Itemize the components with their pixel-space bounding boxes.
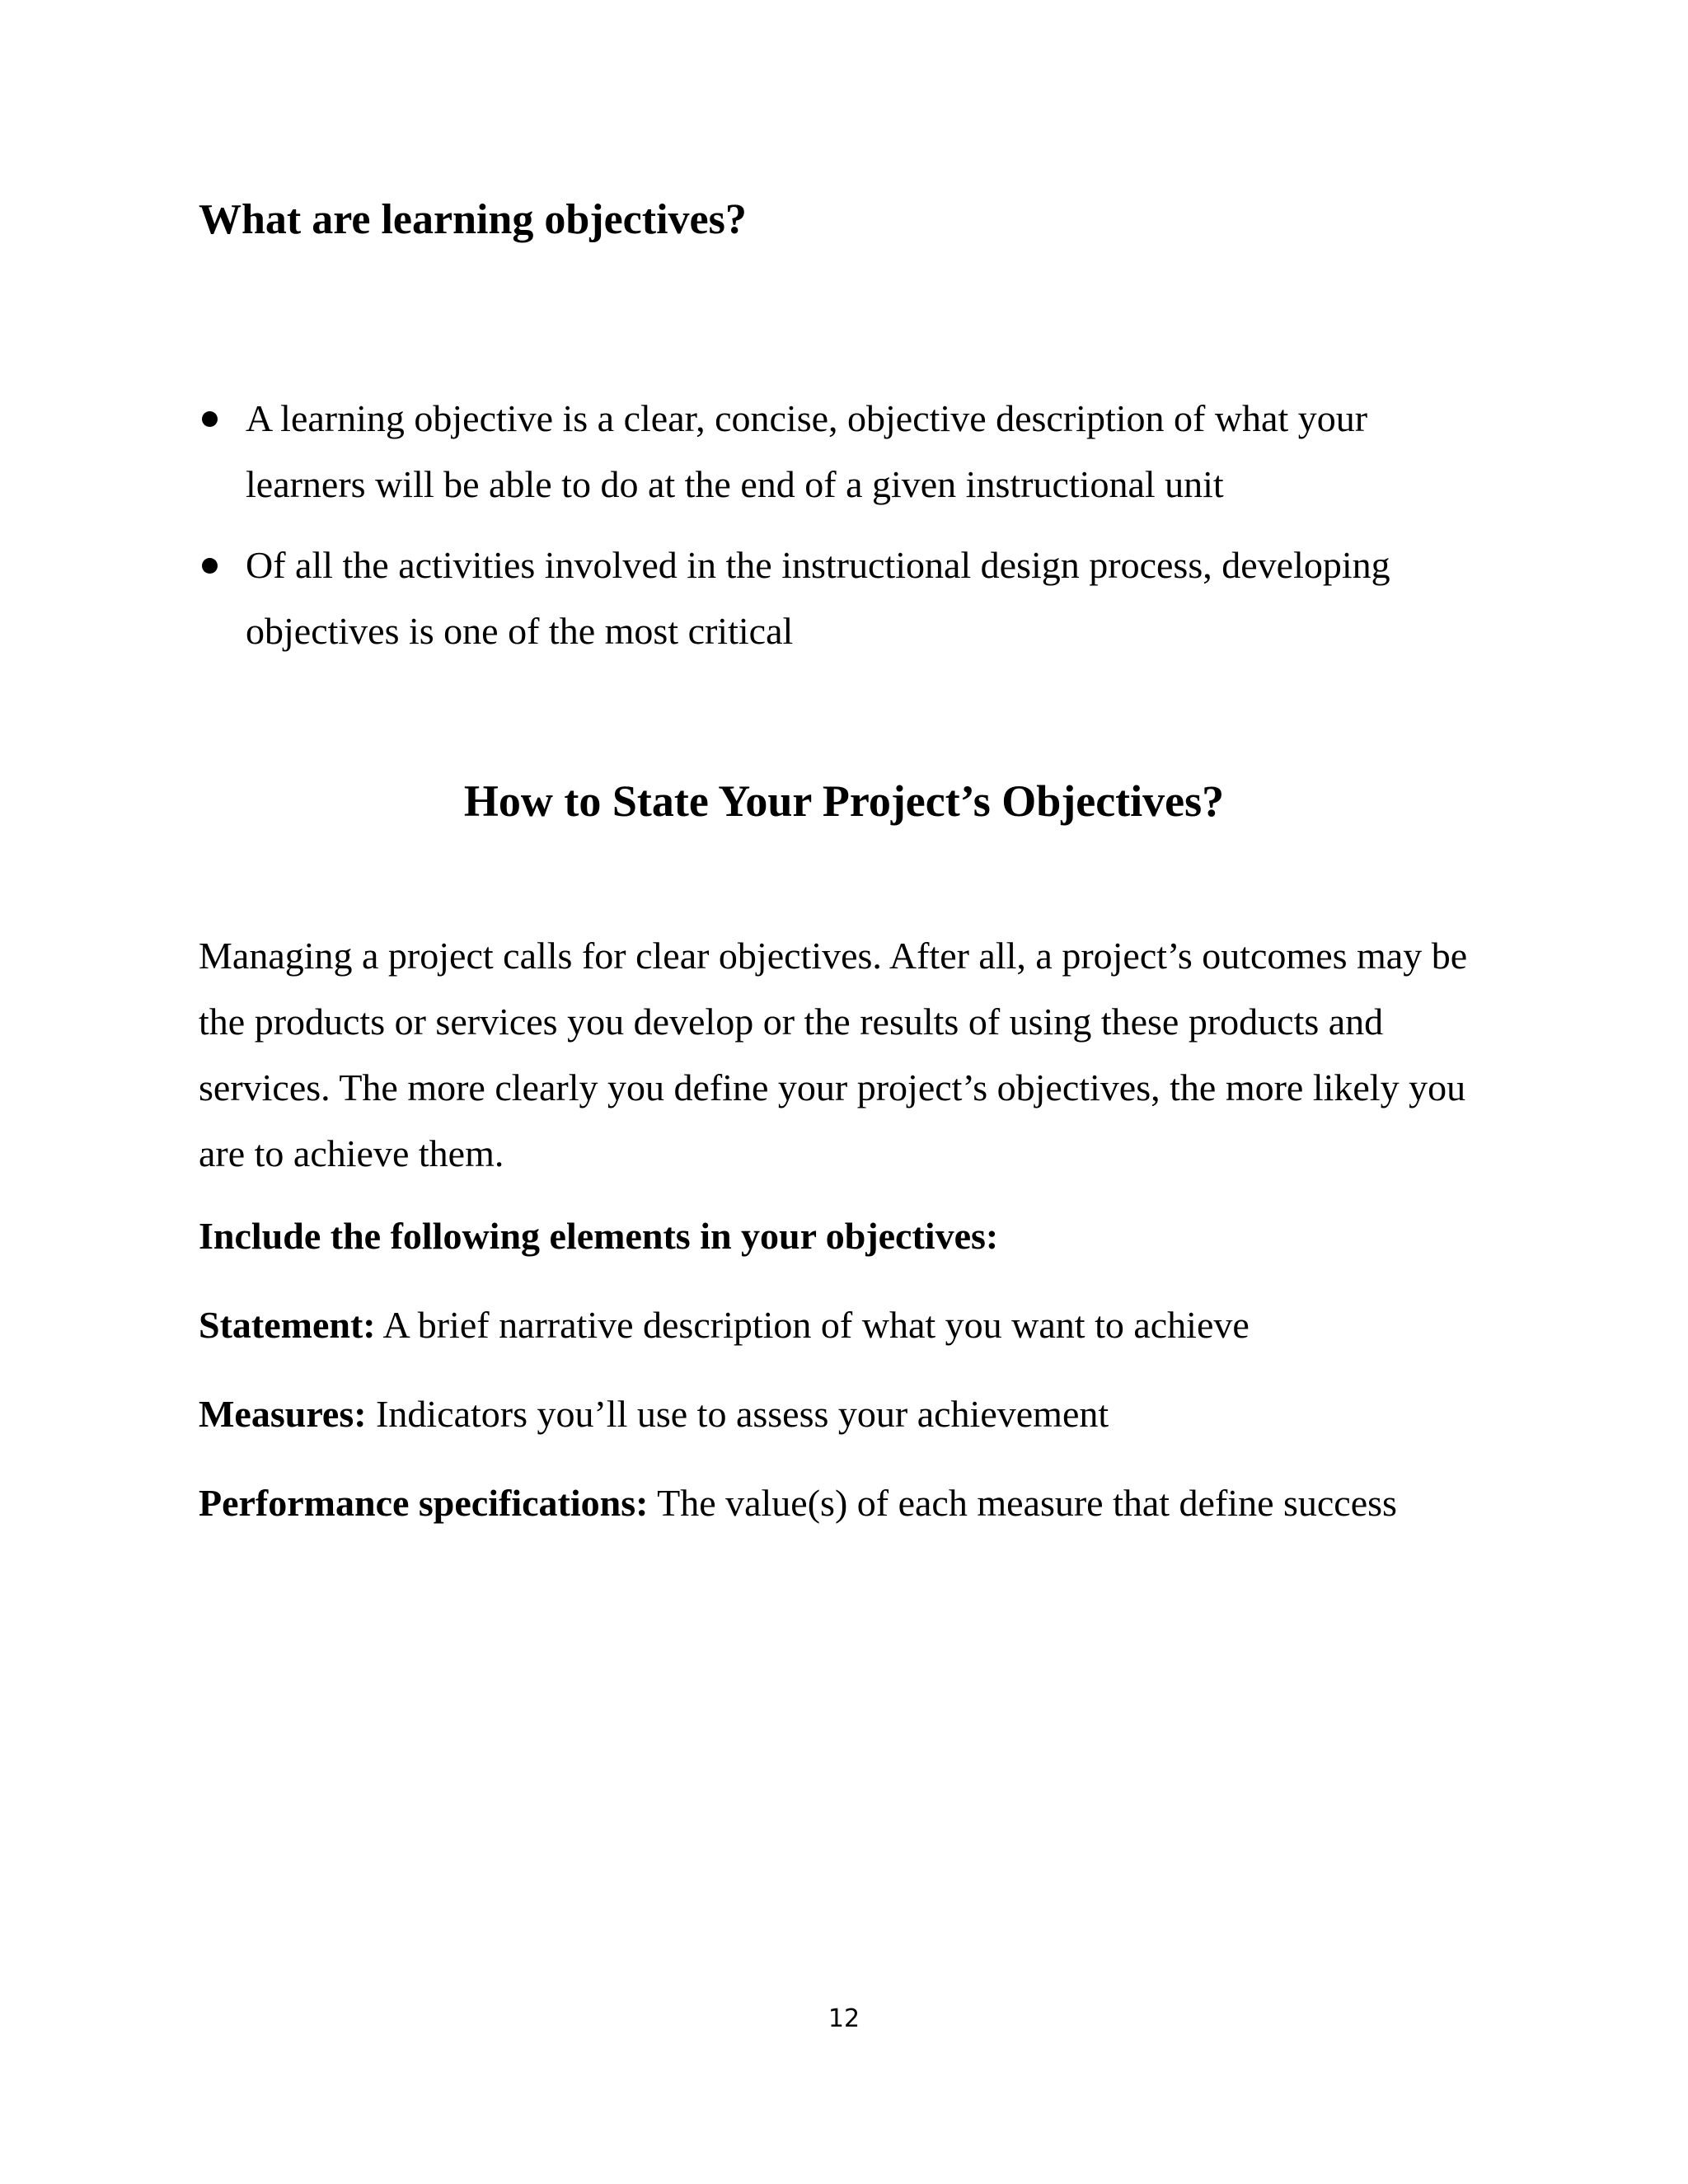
bullet-icon <box>202 411 218 427</box>
bullet-item <box>199 532 1468 664</box>
learning-objectives-bullet-list <box>199 386 1468 679</box>
include-elements-heading: Include the following elements in your objectives: <box>199 1215 999 1257</box>
element-performance-specifications <box>199 1480 1397 1526</box>
bullet-text: A learning objective is a clear, concise, objective description of what your learners will be able to do at the end of a given instructional unit <box>246 397 1368 505</box>
element-measures <box>199 1391 1109 1436</box>
bullet-text: Of all the activities involved in the instructional design process, developing objectives is one of the most critical <box>246 544 1390 652</box>
objectives-paragraph: Managing a project calls for clear objectives. After all, a project’s outcomes may be the products or services you develop or the results of using these products and services. The more clearly you define your project’s objectives, the more likely you are to achieve them. <box>199 935 1468 1174</box>
element-label: Measures: <box>199 1393 367 1435</box>
bullet-item <box>199 386 1468 518</box>
element-statement <box>199 1302 1250 1347</box>
element-label: Performance specifications: <box>199 1482 649 1524</box>
element-text: Indicators you’ll use to assess your achievement <box>366 1393 1109 1435</box>
section-heading-learning-objectives: What are learning objectives? <box>199 196 747 243</box>
element-text: The value(s) of each measure that define success <box>648 1482 1397 1524</box>
element-text: A brief narrative description of what you want to achieve <box>375 1304 1250 1346</box>
bullet-icon <box>202 558 218 574</box>
element-label: Statement: <box>199 1304 376 1346</box>
section-heading-state-objectives: How to State Your Project’s Objectives? <box>463 776 1225 826</box>
page-number: 12 <box>828 2004 860 2033</box>
